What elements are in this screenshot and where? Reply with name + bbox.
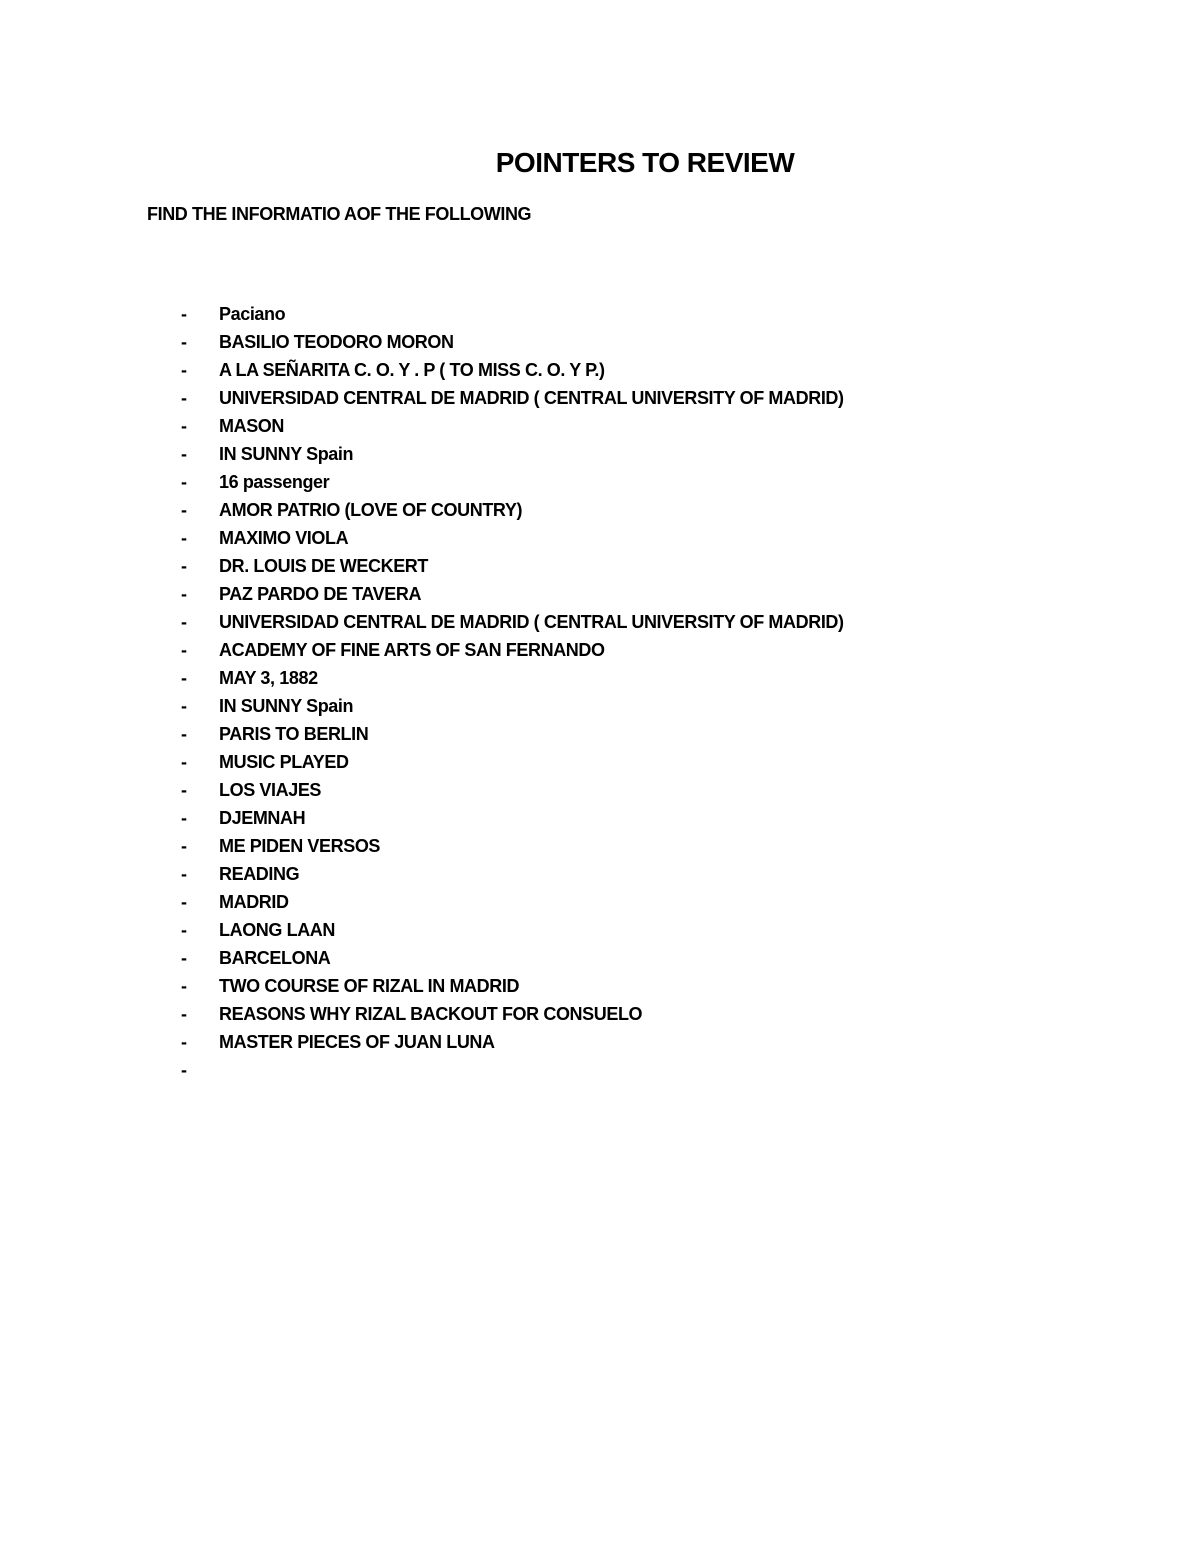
bullet-dash: - (181, 360, 187, 380)
bullet-dash: - (181, 556, 187, 576)
list-item-text: Paciano (219, 304, 286, 324)
list-item-text: MASTER PIECES OF JUAN LUNA (219, 1032, 495, 1052)
list-item-text: BASILIO TEODORO MORON (219, 332, 454, 352)
list-item-text: MAY 3, 1882 (219, 668, 318, 688)
list-item-text: PARIS TO BERLIN (219, 724, 369, 744)
list-item-text: REASONS WHY RIZAL BACKOUT FOR CONSUELO (219, 1004, 643, 1024)
bullet-dash: - (181, 808, 187, 828)
list-item-text: IN SUNNY Spain (219, 444, 354, 464)
list-item-text: MASON (219, 416, 284, 436)
list-item-text: AMOR PATRIO (LOVE OF COUNTRY) (219, 500, 523, 520)
instruction-text: FIND THE INFORMATIO AOF THE FOLLOWING (147, 204, 532, 224)
list-item-text: ME PIDEN VERSOS (219, 836, 381, 856)
list-item-text: PAZ PARDO DE TAVERA (219, 584, 422, 604)
bullet-dash: - (181, 948, 187, 968)
bullet-dash: - (181, 696, 187, 716)
list-item-text: LOS VIAJES (219, 780, 322, 800)
bullet-dash: - (181, 892, 187, 912)
bullet-dash: - (181, 1032, 187, 1052)
list-item-text: ACADEMY OF FINE ARTS OF SAN FERNANDO (219, 640, 605, 660)
bullet-dash: - (181, 416, 187, 436)
list-item-text: IN SUNNY Spain (219, 696, 354, 716)
bullet-dash: - (181, 724, 187, 744)
bullet-dash: - (181, 612, 187, 632)
page-title: POINTERS TO REVIEW (495, 147, 795, 178)
bullet-dash: - (181, 304, 187, 324)
list-item-text: MADRID (219, 892, 289, 912)
bullet-dash: - (181, 836, 187, 856)
list-item-text: TWO COURSE OF RIZAL IN MADRID (219, 976, 520, 996)
bullet-dash: - (181, 640, 187, 660)
bullet-dash: - (181, 388, 187, 408)
list-item-text: MUSIC PLAYED (219, 752, 349, 772)
bullet-dash: - (181, 752, 187, 772)
list-item-text: 16 passenger (219, 472, 330, 492)
list-item-text: BARCELONA (219, 948, 331, 968)
list-item-text: A LA SEÑARITA C. O. Y . P ( TO MISS C. O. Y P.) (219, 360, 605, 380)
list-item-text: DR. LOUIS DE WECKERT (219, 556, 429, 576)
list-item-text: LAONG LAAN (219, 920, 335, 940)
bullet-dash: - (181, 332, 187, 352)
list-item-text: DJEMNAH (219, 808, 306, 828)
bullet-dash: - (181, 444, 187, 464)
bullet-dash: - (181, 1004, 187, 1024)
bullet-dash: - (181, 976, 187, 996)
list-item-text: UNIVERSIDAD CENTRAL DE MADRID ( CENTRAL UNIVERSITY OF MADRID) (219, 388, 844, 408)
bullet-dash: - (181, 500, 187, 520)
bullet-dash: - (181, 780, 187, 800)
bullet-dash: - (181, 584, 187, 604)
list-item-text: READING (219, 864, 300, 884)
bullet-dash: - (181, 864, 187, 884)
list-item-text: MAXIMO VIOLA (219, 528, 349, 548)
bullet-dash: - (181, 472, 187, 492)
bullet-dash: - (181, 1060, 187, 1080)
list-item-text: UNIVERSIDAD CENTRAL DE MADRID ( CENTRAL UNIVERSITY OF MADRID) (219, 612, 844, 632)
bullet-dash: - (181, 668, 187, 688)
bullet-dash: - (181, 920, 187, 940)
bullet-dash: - (181, 528, 187, 548)
